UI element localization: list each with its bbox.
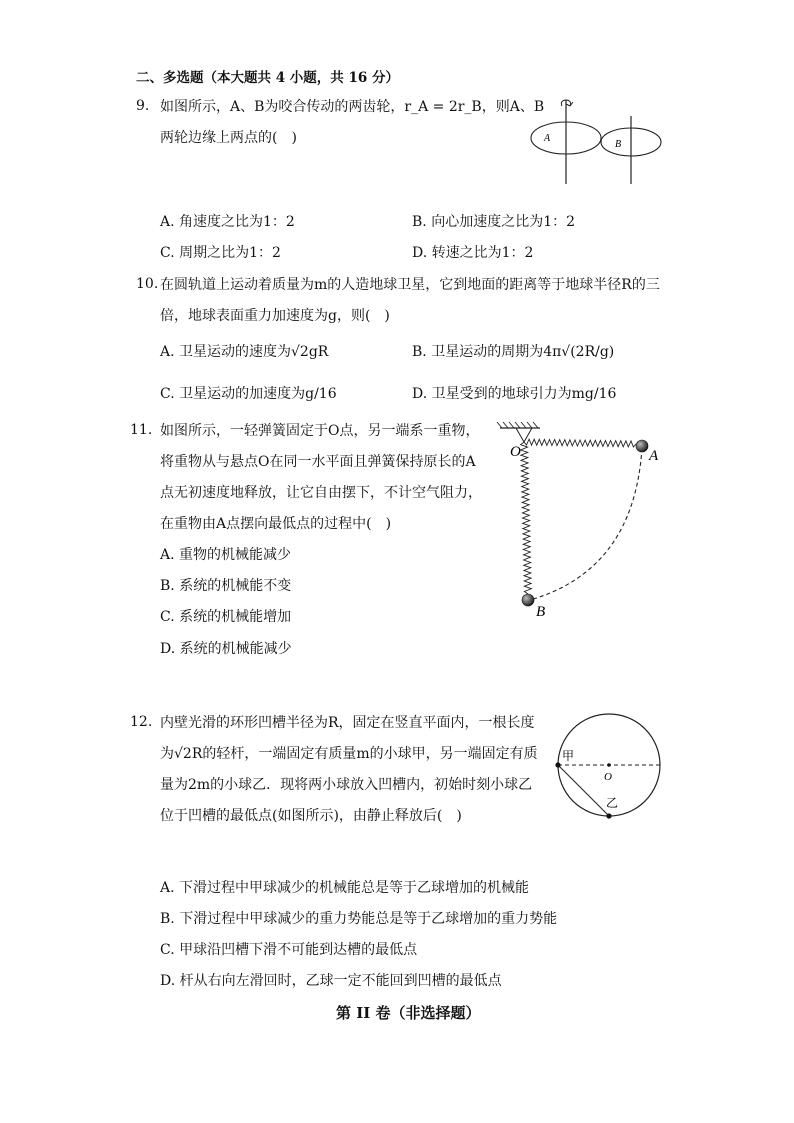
light-rod <box>558 765 609 816</box>
label-o: O <box>510 444 521 460</box>
question-text-line2: 两轮边缘上两点的( ) <box>160 130 297 146</box>
option-c: C. 系统的机械能增加 <box>160 609 292 625</box>
ball-yi <box>606 813 611 818</box>
option-a: A. 下滑过程中甲球减少的机械能总是等于乙球增加的机械能 <box>160 880 530 896</box>
question-number: 12. <box>130 714 153 730</box>
question-text-line1: 内壁光滑的环形凹槽半径为R，固定在竖直平面内，一根长度 <box>160 715 535 731</box>
question-text-line4: 在重物由A点摆向最低点的过程中( ) <box>160 516 392 532</box>
option-b: B. 向心加速度之比为1：2 <box>412 214 576 230</box>
question-text-line1: 在圆轨道上运动着质量为m的人造地球卫星，它到地面的距离等于地球半径R的三 <box>160 277 660 293</box>
question-text-line1: 如图所示，一轻弹簧固定于O点，另一端系一重物， <box>160 423 480 439</box>
question-text-line3: 量为2m的小球乙．现将两小球放入凹槽内，初始时刻小球乙 <box>160 777 533 793</box>
horizontal-spring <box>524 439 636 447</box>
spring-figure <box>494 420 674 620</box>
section-title: 二、多选题（本大题共 4 小题，共 16 分） <box>136 70 399 86</box>
question-text-line3: 点无初速度地释放，让它自由摆下，不计空气阻力， <box>160 485 482 501</box>
option-c: C. 甲球沿凹槽下滑不可能到达槽的最低点 <box>160 942 418 958</box>
question-number: 9. <box>136 98 150 114</box>
option-d: D. 转速之比为1：2 <box>412 245 534 261</box>
question-text-line1: 如图所示，A、B为咬合传动的两齿轮，r_A = 2r_B，则A、B <box>160 99 545 115</box>
option-a: A. 角速度之比为1：2 <box>160 214 295 230</box>
option-d: D. 杆从右向左滑回时，乙球一定不能回到凹槽的最低点 <box>160 973 502 989</box>
option-a: A. 卫星运动的速度为√2gR <box>160 344 329 360</box>
label-a: A <box>544 133 551 144</box>
ceiling-hatch <box>497 422 538 428</box>
part2-title: 第 II 卷（非选择题） <box>336 1004 481 1022</box>
label-o: O <box>604 771 612 783</box>
gear-figure <box>528 96 668 188</box>
option-b: B. 下滑过程中甲球减少的重力势能总是等于乙球增加的重力势能 <box>160 911 558 927</box>
option-c: C. 周期之比为1：2 <box>160 245 281 261</box>
option-b: B. 系统的机械能不变 <box>160 578 292 594</box>
option-a: A. 重物的机械能减少 <box>160 547 292 563</box>
question-text-line2: 倍，地球表面重力加速度为g，则( ) <box>160 308 390 324</box>
option-b: B. 卫星运动的周期为4π√(2R/g) <box>412 344 615 360</box>
option-c: C. 卫星运动的加速度为g/16 <box>160 386 337 402</box>
trajectory-path <box>530 448 642 600</box>
question-number: 10. <box>136 276 159 292</box>
groove-figure <box>550 710 670 826</box>
option-d: D. 卫星受到的地球引力为mg/16 <box>412 386 617 402</box>
label-a: A <box>649 448 659 464</box>
ball-jia <box>555 762 560 767</box>
label-yi: 乙 <box>606 796 619 810</box>
label-b: B <box>536 604 546 620</box>
label-jia: 甲 <box>562 749 575 763</box>
question-text-line4: 位于凹槽的最低点(如图所示)，由静止释放后( ) <box>160 808 462 824</box>
vertical-spring <box>521 442 532 594</box>
question-text-line2: 为√2R的轻杆，一端固定有质量m的小球甲，另一端固定有质 <box>160 746 538 762</box>
center-point <box>607 763 611 767</box>
ball-a <box>636 440 648 452</box>
ball-b <box>522 594 534 606</box>
question-number: 11. <box>130 422 153 438</box>
label-b: B <box>615 139 622 150</box>
question-text-line2: 将重物从与悬点O在同一水平面且弹簧保持原长的A <box>160 454 476 470</box>
option-d: D. 系统的机械能减少 <box>160 641 292 657</box>
